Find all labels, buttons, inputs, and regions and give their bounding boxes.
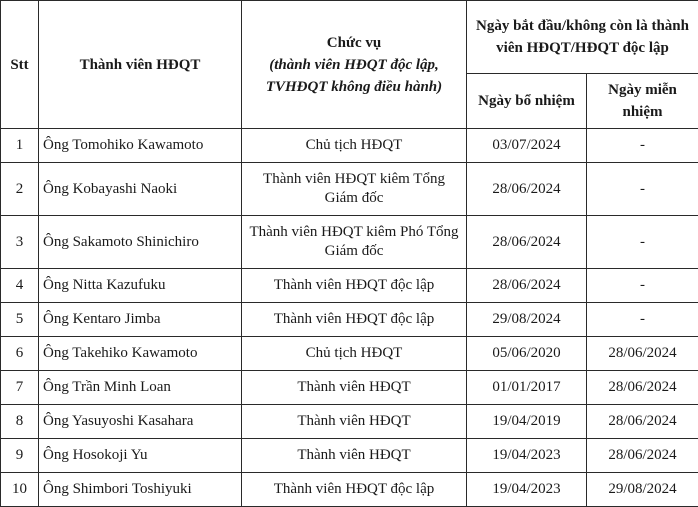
header-position [242, 1, 467, 129]
row-dismissed-date: 29/08/2024 [587, 473, 698, 507]
table-row [1, 405, 698, 439]
row-stt: 2 [1, 163, 39, 216]
row-appointed-date: 01/01/2017 [467, 371, 587, 405]
row-position: Chủ tịch HĐQT [242, 129, 467, 163]
row-member-name: Ông Kentaro Jimba [39, 303, 242, 337]
row-dismissed-date: 28/06/2024 [587, 439, 698, 473]
row-position: Thành viên HĐQT độc lập [242, 269, 467, 303]
row-stt: 8 [1, 405, 39, 439]
table-row [1, 337, 698, 371]
row-appointed-date: 03/07/2024 [467, 129, 587, 163]
table-row [1, 269, 698, 303]
row-member-name: Ông Tomohiko Kawamoto [39, 129, 242, 163]
row-appointed-date: 19/04/2023 [467, 473, 587, 507]
header-stt: Stt [1, 1, 39, 129]
row-stt: 4 [1, 269, 39, 303]
header-member: Thành viên HĐQT [39, 1, 242, 129]
row-appointed-date: 28/06/2024 [467, 163, 587, 216]
row-member-name: Ông Trần Minh Loan [39, 371, 242, 405]
row-dismissed-date: 28/06/2024 [587, 405, 698, 439]
row-member-name: Ông Nitta Kazufuku [39, 269, 242, 303]
row-member-name: Ông Takehiko Kawamoto [39, 337, 242, 371]
table-row [1, 129, 698, 163]
row-position: Thành viên HĐQT [242, 439, 467, 473]
row-member-name: Ông Shimbori Toshiyuki [39, 473, 242, 507]
header-position-subtitle: (thành viên HĐQT độc lập, TVHĐQT không điều hành) [246, 54, 462, 98]
header-position-title: Chức vụ [246, 32, 462, 54]
table-row [1, 303, 698, 337]
row-stt: 7 [1, 371, 39, 405]
row-dismissed-date: - [587, 269, 698, 303]
row-dismissed-date: - [587, 216, 698, 269]
row-dismissed-date: - [587, 129, 698, 163]
row-dismissed-date: - [587, 303, 698, 337]
row-member-name: Ông Yasuyoshi Kasahara [39, 405, 242, 439]
row-appointed-date: 28/06/2024 [467, 216, 587, 269]
row-appointed-date: 29/08/2024 [467, 303, 587, 337]
table-row [1, 371, 698, 405]
row-stt: 3 [1, 216, 39, 269]
header-appointed: Ngày bổ nhiệm [467, 74, 587, 129]
row-stt: 6 [1, 337, 39, 371]
row-member-name: Ông Kobayashi Naoki [39, 163, 242, 216]
table-row [1, 216, 698, 269]
table-row [1, 439, 698, 473]
row-stt: 10 [1, 473, 39, 507]
row-position: Thành viên HĐQT kiêm Tổng Giám đốc [242, 163, 467, 216]
row-position: Thành viên HĐQT [242, 405, 467, 439]
row-position: Chủ tịch HĐQT [242, 337, 467, 371]
row-stt: 5 [1, 303, 39, 337]
row-stt: 9 [1, 439, 39, 473]
row-dismissed-date: 28/06/2024 [587, 337, 698, 371]
row-position: Thành viên HĐQT [242, 371, 467, 405]
header-date-group: Ngày bắt đầu/không còn là thành viên HĐQT/HĐQT độc lập [467, 1, 698, 74]
table-row [1, 473, 698, 507]
row-stt: 1 [1, 129, 39, 163]
row-member-name: Ông Hosokoji Yu [39, 439, 242, 473]
row-appointed-date: 19/04/2019 [467, 405, 587, 439]
row-position: Thành viên HĐQT kiêm Phó Tổng Giám đốc [242, 216, 467, 269]
row-appointed-date: 05/06/2020 [467, 337, 587, 371]
row-member-name: Ông Sakamoto Shinichiro [39, 216, 242, 269]
row-position: Thành viên HĐQT độc lập [242, 473, 467, 507]
row-position: Thành viên HĐQT độc lập [242, 303, 467, 337]
header-dismissed: Ngày miễn nhiệm [587, 74, 698, 129]
table-row [1, 163, 698, 216]
row-dismissed-date: - [587, 163, 698, 216]
row-appointed-date: 28/06/2024 [467, 269, 587, 303]
row-appointed-date: 19/04/2023 [467, 439, 587, 473]
row-dismissed-date: 28/06/2024 [587, 371, 698, 405]
